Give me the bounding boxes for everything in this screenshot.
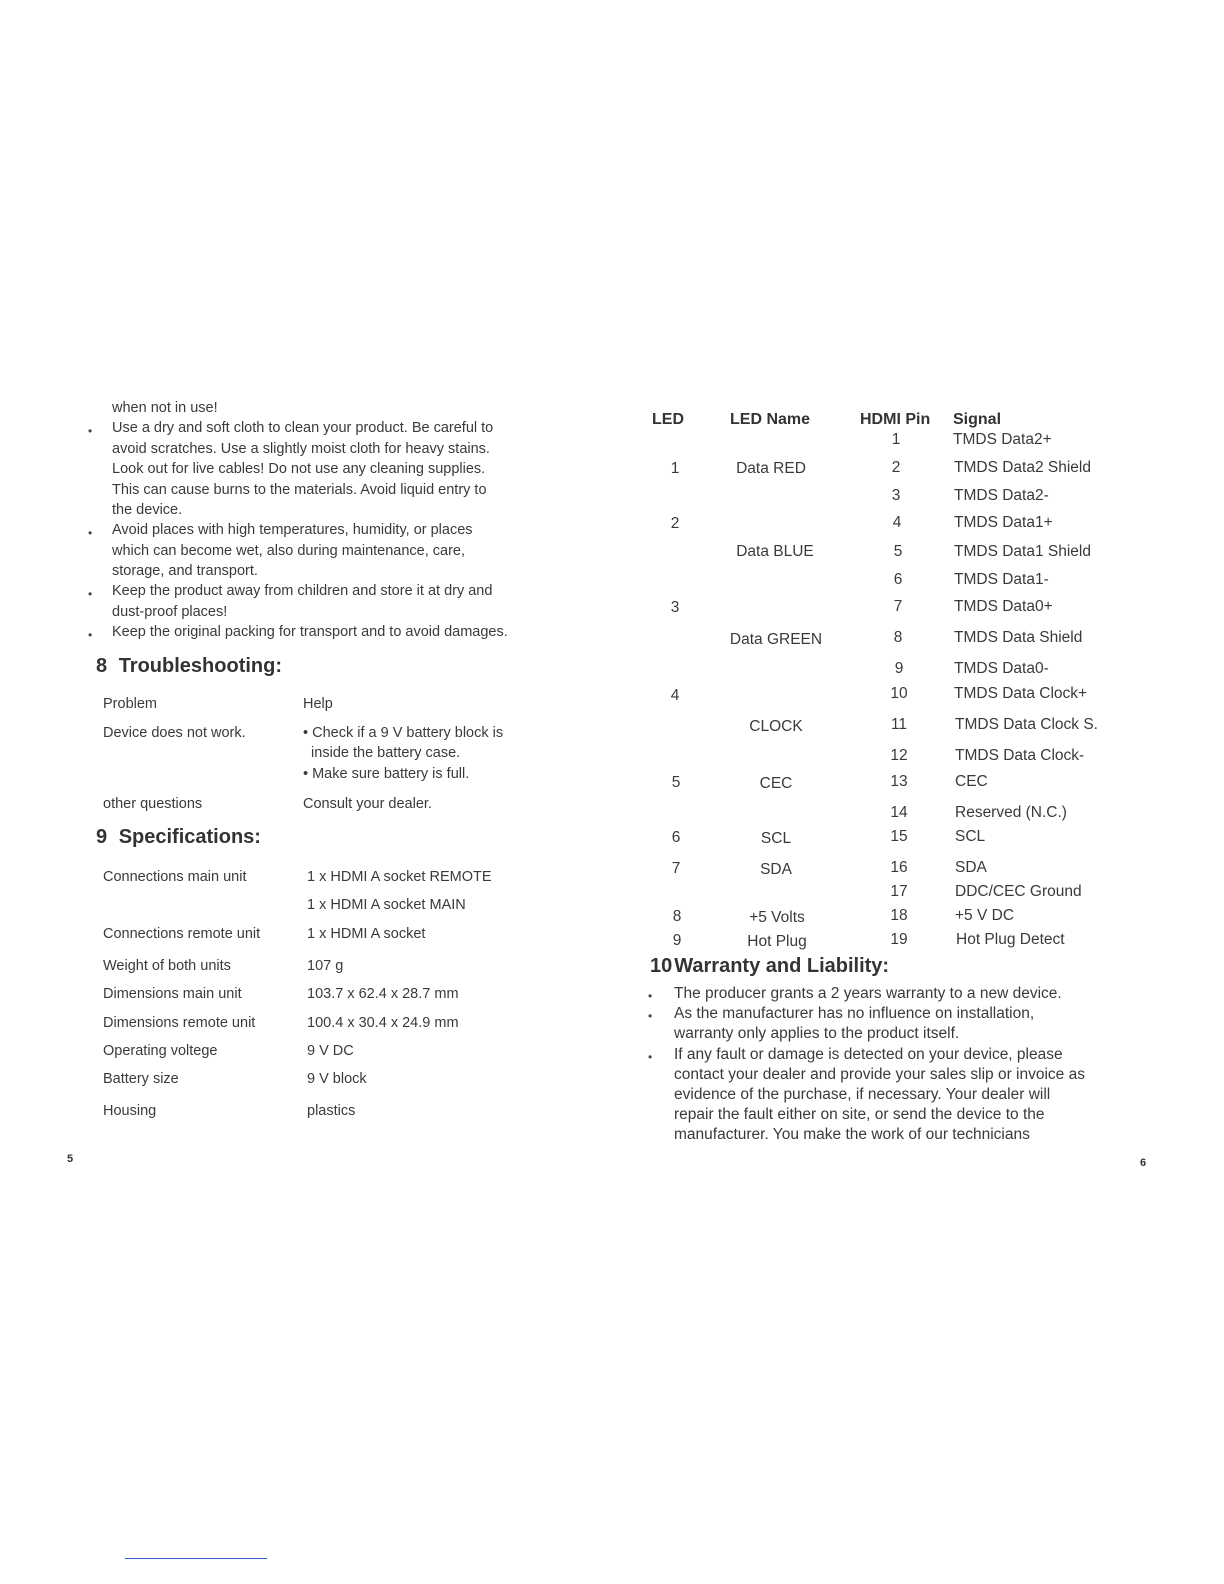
spec-value: 9 V DC (307, 1043, 354, 1059)
section-title: Specifications: (118, 826, 261, 848)
bullet-icon: • (88, 424, 93, 438)
hdmi-pin: 19 (890, 931, 908, 948)
hdmi-pin: 12 (890, 747, 908, 764)
hdmi-pin: 5 (893, 543, 903, 560)
spec-value: 107 g (307, 958, 344, 974)
led-name: SCL (760, 830, 792, 847)
care-line: which can become wet, also during maintenance, care, (112, 543, 466, 559)
hdmi-pin: 7 (893, 598, 903, 615)
section-heading-warranty (650, 955, 889, 978)
spec-value: plastics (307, 1103, 356, 1119)
warranty-line: contact your dealer and provide your sales slip or invoice as (674, 1066, 1085, 1083)
warranty-line: evidence of the purchase, if necessary. Your dealer will (674, 1086, 1051, 1103)
spec-label: Battery size (103, 1071, 179, 1087)
section-title: Warranty and Liability: (674, 955, 890, 977)
table-header-led-name: LED Name (730, 411, 811, 428)
bottom-rule (125, 1558, 267, 1559)
led-number: 9 (672, 932, 682, 949)
spec-label: Operating voltege (103, 1043, 218, 1059)
signal: Hot Plug Detect (956, 931, 1065, 948)
table-header-led: LED (652, 411, 684, 428)
signal: TMDS Data2+ (953, 431, 1052, 448)
spec-label: Connections main unit (103, 869, 247, 885)
led-number: 2 (670, 515, 680, 532)
section-number: 9 (96, 826, 108, 848)
ts-header-problem: Problem (103, 696, 157, 712)
bullet-icon: • (648, 1009, 653, 1023)
hdmi-pin: 8 (893, 629, 903, 646)
hdmi-pin: 18 (890, 907, 908, 924)
care-line: avoid scratches. Use a slightly moist cloth for heavy stains. (112, 441, 490, 457)
page-number: 5 (67, 1153, 74, 1165)
led-number: 1 (670, 460, 680, 477)
care-line: Look out for live cables! Do not use any cleaning supplies. (112, 461, 486, 477)
signal: TMDS Data Shield (954, 629, 1083, 646)
led-name: +5 Volts (749, 909, 805, 926)
spec-label: Connections remote unit (103, 926, 261, 942)
signal: Reserved (N.C.) (955, 804, 1067, 821)
care-line: storage, and transport. (112, 563, 258, 579)
ts-problem: Device does not work. (103, 725, 246, 741)
care-line: Use a dry and soft cloth to clean your product. Be careful to (112, 420, 494, 436)
signal: TMDS Data Clock- (955, 747, 1085, 764)
signal: CEC (955, 773, 988, 790)
bullet-icon: • (88, 587, 93, 601)
hdmi-pin: 16 (890, 859, 908, 876)
bullet-icon: • (648, 989, 653, 1003)
hdmi-pin: 1 (891, 431, 901, 448)
signal: TMDS Data1- (954, 571, 1049, 588)
warranty-line: repair the fault either on site, or send the device to the (674, 1106, 1045, 1123)
signal: SCL (955, 828, 986, 845)
care-line: Keep the original packing for transport and to avoid damages. (112, 624, 508, 640)
hdmi-pin: 6 (893, 571, 903, 588)
led-number: 3 (670, 599, 680, 616)
led-name: Data BLUE (736, 543, 814, 560)
led-number: 5 (671, 774, 681, 791)
ts-problem: other questions (103, 796, 203, 812)
section-number: 8 (96, 655, 108, 677)
spec-label: Dimensions remote unit (103, 1015, 256, 1031)
hdmi-pin: 15 (890, 828, 908, 845)
ts-header-help: Help (303, 696, 333, 712)
ts-help-line: • Check if a 9 V battery block is (303, 725, 504, 741)
led-name: Data RED (736, 460, 806, 477)
spec-label: Housing (103, 1103, 157, 1119)
led-name: CLOCK (749, 718, 803, 735)
signal: TMDS Data Clock S. (955, 716, 1098, 733)
bullet-icon: • (88, 526, 93, 540)
hdmi-pin: 3 (891, 487, 901, 504)
hdmi-pin: 11 (890, 716, 908, 733)
warranty-line: The producer grants a 2 years warranty to a new device. (674, 985, 1062, 1002)
led-name: Data GREEN (729, 631, 823, 648)
ts-help-line: inside the battery case. (303, 745, 461, 761)
ts-help-line: • Make sure battery is full. (303, 766, 470, 782)
bullet-icon: • (88, 628, 93, 642)
hdmi-pin: 10 (890, 685, 908, 702)
spec-value: 103.7 x 62.4 x 28.7 mm (307, 986, 459, 1002)
section-title: Troubleshooting: (118, 655, 282, 677)
spec-value: 100.4 x 30.4 x 24.9 mm (307, 1015, 459, 1031)
signal: DDC/CEC Ground (955, 883, 1082, 900)
signal: TMDS Data2 Shield (954, 459, 1091, 476)
section-heading-troubleshooting (96, 655, 282, 678)
care-line: Avoid places with high temperatures, humidity, or places (112, 522, 473, 538)
signal: TMDS Data0- (954, 660, 1049, 677)
care-line: when not in use! (112, 400, 218, 416)
signal: TMDS Data0+ (954, 598, 1053, 615)
hdmi-pin: 4 (892, 514, 902, 531)
signal: TMDS Data1 Shield (954, 543, 1091, 560)
hdmi-pin: 14 (890, 804, 908, 821)
table-header-signal: Signal (953, 411, 1002, 428)
spec-value: 9 V block (307, 1071, 367, 1087)
spec-label: Weight of both units (103, 958, 231, 974)
led-number: 7 (671, 860, 681, 877)
section-number: 10 (650, 955, 673, 977)
led-number: 4 (670, 687, 680, 704)
led-name: CEC (759, 775, 793, 792)
spec-label: Dimensions main unit (103, 986, 242, 1002)
spec-value: 1 x HDMI A socket (307, 926, 426, 942)
warranty-line: If any fault or damage is detected on your device, please (674, 1046, 1063, 1063)
signal: SDA (955, 859, 987, 876)
ts-help: Consult your dealer. (303, 796, 432, 812)
led-name: Hot Plug (747, 933, 807, 950)
warranty-line: warranty only applies to the product itself. (674, 1025, 960, 1042)
warranty-line: manufacturer. You make the work of our technicians (674, 1126, 1030, 1143)
page-number: 6 (1140, 1157, 1147, 1169)
care-line: the device. (112, 502, 183, 518)
led-number: 6 (671, 829, 681, 846)
table-header-hdmi-pin: HDMI Pin (860, 411, 931, 428)
signal: +5 V DC (955, 907, 1015, 924)
spec-value: 1 x HDMI A socket REMOTE (307, 869, 492, 885)
led-name: SDA (760, 861, 792, 878)
hdmi-pin: 17 (890, 883, 908, 900)
care-line: dust-proof places! (112, 604, 228, 620)
hdmi-pin: 2 (891, 459, 901, 476)
hdmi-pin: 13 (890, 773, 908, 790)
care-line: This can cause burns to the materials. Avoid liquid entry to (112, 482, 487, 498)
care-line: Keep the product away from children and store it at dry and (112, 583, 493, 599)
signal: TMDS Data2- (954, 487, 1049, 504)
warranty-line: As the manufacturer has no influence on installation, (674, 1005, 1035, 1022)
hdmi-pin: 9 (894, 660, 904, 677)
bullet-icon: • (648, 1050, 653, 1064)
signal: TMDS Data1+ (954, 514, 1053, 531)
spec-value: 1 x HDMI A socket MAIN (307, 897, 466, 913)
section-heading-specifications (96, 826, 261, 849)
led-number: 8 (672, 908, 682, 925)
signal: TMDS Data Clock+ (954, 685, 1088, 702)
